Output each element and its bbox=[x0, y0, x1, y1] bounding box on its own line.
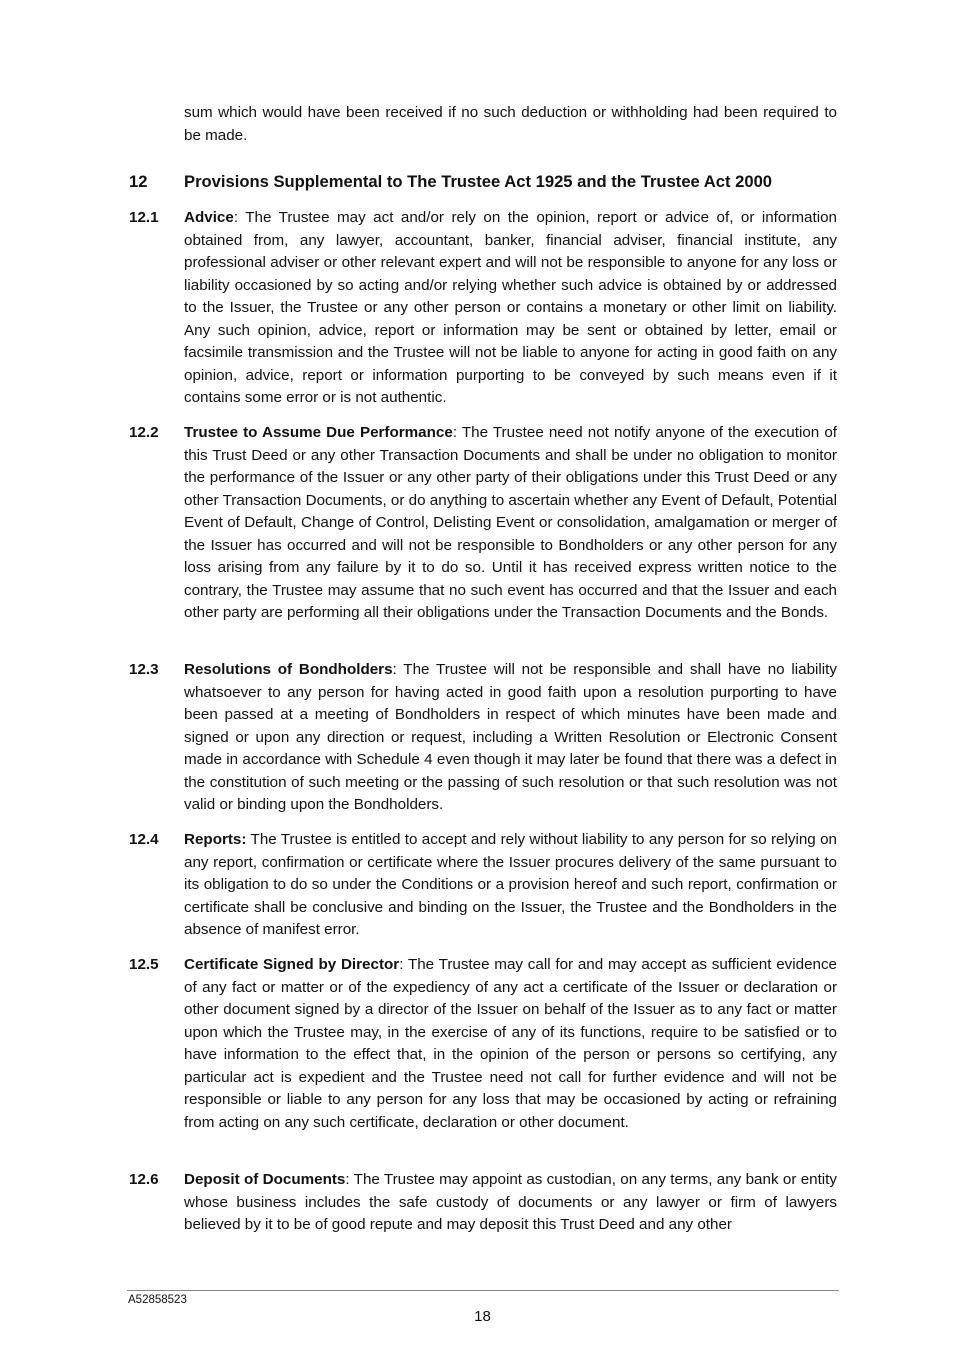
clause-text: The Trustee will not be responsible and shall have no liability whatsoever to any person for having acted in good faith upon a resolution purporting to have been passed at a meeting of Bondholders in respect of which minutes have been made and signed or upon any direction or request, including a Written Resolution or Electronic Consent made in accordance with Schedule 4 even though it may later be found that there was a defect in the constitution of such meeting or the passing of such resolution or that such resolution was not valid or binding upon the Bondholders. bbox=[184, 661, 837, 813]
clause-title: Deposit of Documents bbox=[184, 1171, 346, 1188]
lead-paragraph: sum which would have been received if no such deduction or withholding had been required to be made. bbox=[184, 104, 837, 144]
clause-separator: : bbox=[399, 956, 408, 973]
clause-12-6 bbox=[129, 1169, 837, 1237]
clause-separator: : bbox=[345, 1171, 354, 1188]
clause-12-3 bbox=[129, 659, 837, 817]
clause-number: 12.2 bbox=[129, 424, 159, 441]
clause-text: The Trustee is entitled to accept and rely without liability to any person for so relying on any report, confirmation or certificate where the Issuer procures delivery of the same pursuant to its obligation to do so under the Conditions or a provision hereof and such report, confirmation or certificate shall be conclusive and binding on the Issuer, the Trustee and the Bondholders in the absence of manifest error. bbox=[184, 831, 837, 938]
clause-number: 12.1 bbox=[129, 209, 159, 226]
clause-title: Trustee to Assume Due Performance bbox=[184, 424, 453, 441]
section-title: Provisions Supplemental to The Trustee Act 1925 and the Trustee Act 2000 bbox=[184, 172, 773, 191]
clause-title: Certificate Signed by Director bbox=[184, 956, 400, 973]
clause-number: 12.5 bbox=[129, 956, 159, 973]
clause-body bbox=[184, 829, 837, 942]
clause-12-4 bbox=[129, 829, 837, 942]
footer-divider bbox=[127, 1290, 839, 1291]
clause-12-2 bbox=[129, 422, 837, 625]
clause-body bbox=[184, 1169, 837, 1237]
clause-title: Advice bbox=[184, 209, 234, 226]
clause-title: Reports: bbox=[184, 831, 247, 848]
page-number: 18 bbox=[474, 1308, 491, 1325]
clause-text: The Trustee may appoint as custodian, on any terms, any bank or entity whose business includes the safe custody of documents or any lawyer or firm of lawyers believed by it to be of good repute and may deposit this Trust Deed and any other bbox=[184, 1171, 837, 1233]
document-reference: A52858523 bbox=[128, 1294, 187, 1306]
clause-body bbox=[184, 207, 837, 410]
clause-text: The Trustee need not notify anyone of the execution of this Trust Deed or any other Transaction Documents and shall be under no obligation to monitor the performance of the Issuer or any other party of their obligations under this Trust Deed or any other Transaction Documents, or do anything to ascertain whether any Event of Default, Potential Event of Default, Change of Control, Delisting Event or consolidation, amalgamation or merger of the Issuer has occurred and will not be responsible to Bondholders or any other person for any loss arising from any failure by it to do so. Until it has received express written notice to the contrary, the Trustee may assume that no such event has occurred and that the Issuer and each other party are performing all their obligations under the Transaction Documents and the Bonds. bbox=[184, 424, 838, 621]
clause-text: The Trustee may act and/or rely on the opinion, report or advice of, or information obtained from, any lawyer, accountant, banker, financial adviser, financial institute, any professional adviser or other relevant expert and will not be responsible to anyone for any loss or liability occasioned by so acting and/or relying whether such advice is obtained by or addressed to the Issuer, the Trustee or any other person or contains a monetary or other limit on liability. Any such opinion, advice, report or information may be sent or obtained by letter, email or facsimile transmission and the Trustee will not be liable to anyone for acting in good faith on any opinion, advice, report or information purporting to be conveyed by such means even if it contains some error or is not authentic. bbox=[184, 209, 837, 406]
clause-number: 12.6 bbox=[129, 1171, 159, 1188]
clause-title: Resolutions of Bondholders bbox=[184, 661, 393, 678]
section-heading bbox=[129, 171, 849, 193]
clause-text: The Trustee may call for and may accept as sufficient evidence of any fact or matter or of the expediency of any act a certificate of the Issuer or declaration or other document signed by a director of the Issuer on behalf of the Issuer as to any fact or matter upon which the Trustee may, in the exercise of any of its functions, require to be satisfied or to have information to the effect that, in the opinion of the person or persons so certifying, any particular act is expedient and the Trustee need not call for further evidence and will not be responsible or liable to any person for any loss that may be occasioned by acting or refraining from acting on any such certificate, declaration or other document. bbox=[184, 956, 837, 1131]
clause-separator: : bbox=[392, 661, 404, 678]
clause-separator: : bbox=[233, 209, 246, 226]
clause-body bbox=[184, 422, 837, 625]
section-number: 12 bbox=[129, 172, 148, 191]
clause-body bbox=[184, 659, 837, 817]
clause-number: 12.3 bbox=[129, 661, 159, 678]
clause-12-5 bbox=[129, 954, 837, 1134]
clause-body bbox=[184, 954, 837, 1134]
clause-separator: : bbox=[452, 424, 462, 441]
clause-number: 12.4 bbox=[129, 831, 159, 848]
clause-12-1 bbox=[129, 207, 837, 410]
